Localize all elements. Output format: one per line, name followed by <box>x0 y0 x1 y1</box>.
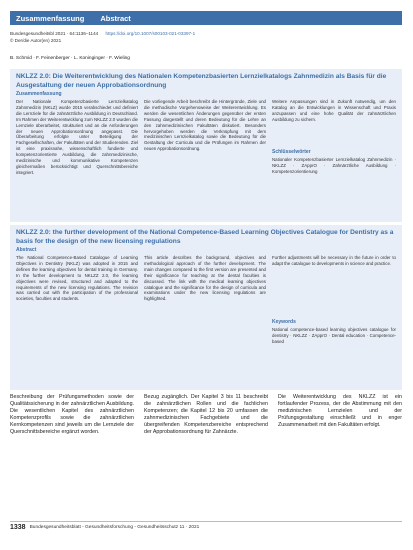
english-keywords-heading: Keywords <box>272 319 296 325</box>
english-abstract-col-3: Further adjustments will be necessary in the future in order to adapt the catalogue to developments in science and practice. <box>272 255 396 266</box>
english-abstract-col-2: This article describes the background, objectives and methodological approach of the further development. The main changes compared to the first version are presented and their significance for teaching at the dental faculties is discussed. The link with the medical learning objectives catalogue and the significance for the design of curricula and examinations under the new licensing regulations are highlighted. <box>144 255 266 302</box>
journal-name: Bundesgesundheitsblatt - Gesundheitsforschung - Gesundheitsschutz 11 · 2021 <box>29 524 200 530</box>
page-footer <box>10 521 402 532</box>
german-title: NKLZZ 2.0: Die Weiterentwicklung des Nationalen Kompetenzbasierten Lernzielkatalogs Zahnmedizin als Basis für die Ausgestaltung der neuen Approbationsordnung <box>16 73 387 89</box>
german-section-heading: Zusammenfassung <box>16 91 62 97</box>
copyright: © Der/die Autor(en) 2021 <box>10 38 62 43</box>
tab-zusammenfassung[interactable]: Zusammenfassung <box>16 13 85 23</box>
english-abstract-box <box>10 225 402 390</box>
authors: B. Schmid · F. Feinenberger · L. Koninginger · F. Wieling <box>10 56 130 61</box>
body-text-col-3: Die Weiterentwicklung des NKLZZ ist ein fortlaufender Prozess, der die Abstimmung mit den medizinischen Lernzielen und der Prüfungsgestaltung einschließt und in enger Zusammenarbeit mit den Fakultäten erfolgt. <box>278 394 402 429</box>
english-section-heading: Abstract <box>16 247 37 253</box>
doi-link[interactable]: https://doi.org/10.1007/s00103-021-03397-1 <box>105 31 196 36</box>
german-summary-col-2: Die vorliegende Arbeit beschreibt die Hintergründe, Ziele und die methodische Vorgehensweise der Weiterentwicklung. Es werden die wesentlichen Änderungen gegenüber der ersten Fassung dargestellt und deren Bedeutung für die Lehre an den zahnmedizinischen Fakultäten diskutiert. Besonders hervorgehoben werden die Verknüpfung mit dem medizinischen Lernzielkatalog sowie die Bedeutung für die Gestaltung der Curricula und die Prüfungen im Rahmen der neuen Approbationsordnung. <box>144 99 266 152</box>
body-text-col-2: Bezug zugänglich. Der Kapitel 3 bis 11 beschreibt die zahnärztlichen Rollen und die fachlichen Kompetenzen; die Kapitel 12 bis 20 umfassen die zahnmedizinischen Fachgebiete und die übergreifenden Kompetenzbereiche entsprechend der Approbationsordnung für Zahnärzte. <box>144 394 268 436</box>
english-abstract-col-1: The National Competence-Based Catalogue of Learning Objectives in Dentistry (NKLZ) was adopted in 2015 and defines the learning objectives for dental training in Germany. In the further development to NKLZZ 2.0, the learning objectives were revised, structured and adapted to the requirements of the new licensing regulations. The revision was carried out with the participation of the professional societies, faculties and students. <box>16 255 138 302</box>
english-title: NKLZZ 2.0: the further development of the National Competence-Based Learning Objectives Catalogue for Dentistry as a basis for the design of the new licensing regulations <box>16 229 394 245</box>
german-summary-col-1: Der Nationale Kompetenzbasierte Lernzielkatalog Zahnmedizin (NKLZ) wurde 2015 verabschiedet und definiert die Lernziele für die zahnärztliche Ausbildung in Deutschland. Im Rahmen der Weiterentwicklung zum NKLZZ 2.0 wurden die Lernziele überarbeitet, strukturiert und an die Anforderungen der neuen Approbationsordnung angepasst. Die Überarbeitung erfolgte unter Beteiligung der Fachgesellschaften, der Fakultäten und der Studierenden. Ziel ist eine praxisnahe, wissenschaftlich fundierte und kompetenzorientierte Ausbildung, die zahnmedizinische, medizinische und kommunikative Kompetenzen gleichermaßen berücksichtigt und Querschnittsbereiche integriert. <box>16 99 138 175</box>
tab-abstract[interactable]: Abstract <box>100 13 131 23</box>
german-keywords-heading: Schlüsselwörter <box>272 149 311 155</box>
english-keywords: National competence-based learning objectives catalogue for dentistry · NKLZZ · ZApprO · Dental education · Competence-based <box>272 327 396 344</box>
page-number: 1338 <box>10 523 26 531</box>
section-header-bar <box>10 11 402 25</box>
citation: Bundesgesundheitsbl 2021 · 64:1136–1144 <box>10 31 99 36</box>
german-summary-col-3: Weitere Anpassungen sind in Zukunft notwendig, um den Katalog an die Entwicklungen in Wissenschaft und Praxis anzupassen und eine hohe Qualität der zahnärztlichen Ausbildung zu sichern. <box>272 99 396 122</box>
article-meta <box>10 30 402 44</box>
german-keywords: Nationaler Kompetenzbasierter Lernzielkatalog Zahnmedizin · NKLZZ · ZApprO · Zahnärztliche Ausbildung · Kompetenzorientierung <box>272 157 396 174</box>
body-text-col-1: Beschreibung der Prüfungsmethoden sowie der Qualitätssicherung in der zahnärztlichen Ausbildung. Die wesentlichen Kapitel des zahnärztlichen Kompetenzprofils sowie die zahnärztlichen Kernkompetenzen sind jeweils um die Lernziele der Querschnittsbereiche ergänzt worden. <box>10 394 134 436</box>
german-summary-box <box>10 69 402 222</box>
